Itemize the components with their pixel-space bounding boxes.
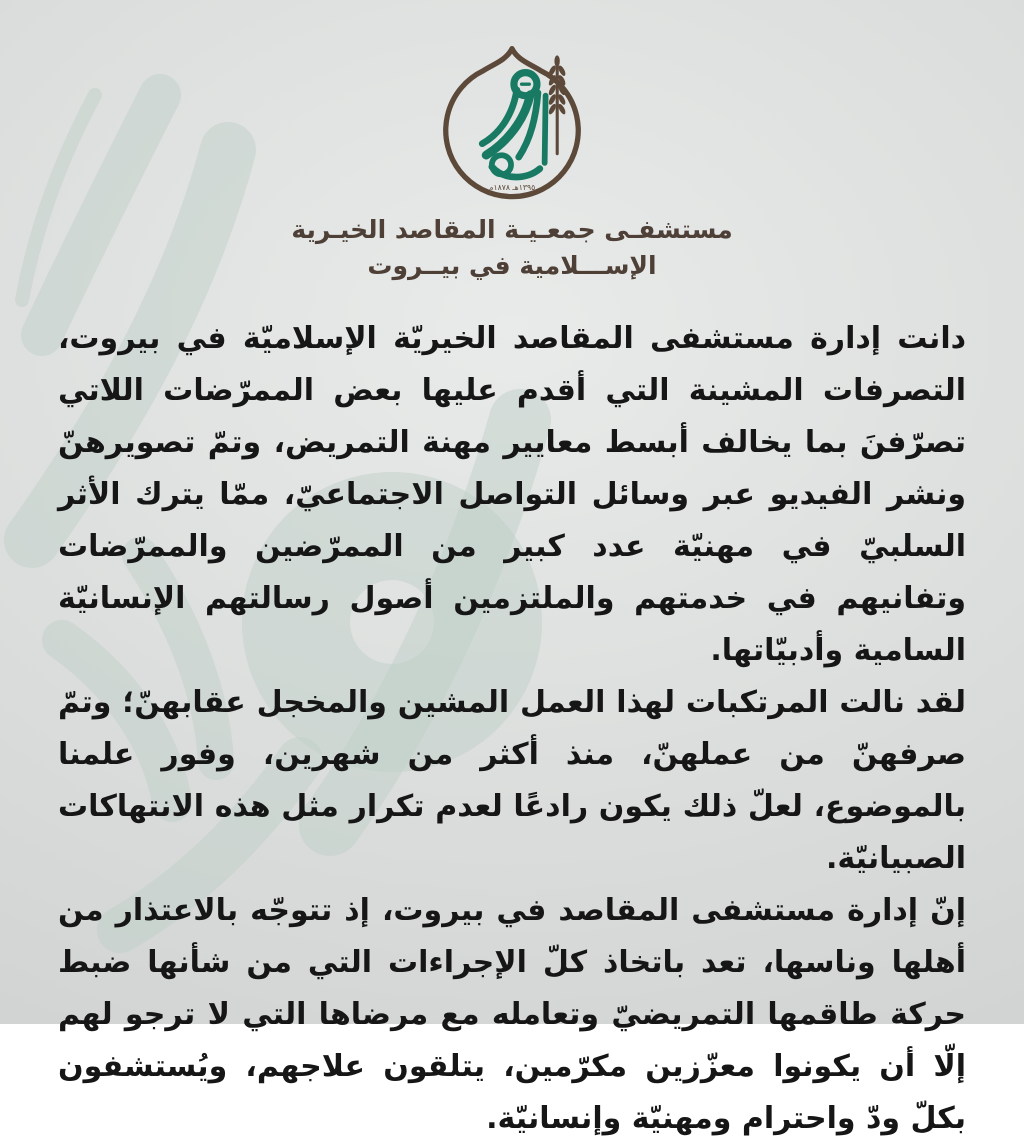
- statement-paragraph-2: لقد نالت المرتكبات لهذا العمل المشين والمخجل عقابهنّ؛ وتمّ صرفهنّ من عملهنّ، منذ أكثر من شهرين، وفور علمنا بالموضوع، لعلّ ذلك يكون رادعًا لعدم تكرار مثل هذه الانتهاكات الصبيانيّة.: [58, 685, 966, 876]
- wheat-stalk-icon: [547, 55, 566, 155]
- org-name-line2: الإســـلامية في بيــروت: [367, 250, 657, 280]
- logo-founding-dates: ١٣٩٥هـ ١٨٧٨م: [488, 182, 536, 192]
- org-name-line1: مستشفـى جمعـيـة المقاصد الخيـرية: [291, 215, 733, 244]
- header: [0, 0, 1024, 283]
- org-name: [0, 212, 1024, 283]
- statement-paragraph-3: إنّ إدارة مستشفى المقاصد في بيروت، إذ تتوجّه بالاعتذار من أهلها وناسها، تعد باتخاذ كلّ الإجراءات التي من شأنها ضبط حركة طاقمها التمريضيّ وتعامله مع مرضاها التي لا ترجو لهم إلّا أن يكونوا معزّزين مكرّمين، يتلقون علاجهم، ويُستشفون بكلّ ودّ واحترام ومهنيّة وإنسانيّة.: [58, 893, 966, 1136]
- statement-body: [58, 313, 966, 1145]
- logo-calligraphy: [482, 73, 545, 177]
- statement-paragraph-1: دانت إدارة مستشفى المقاصد الخيريّة الإسلاميّة في بيروت، التصرفات المشينة التي أقدم عليها بعض الممرّضات اللاتي تصرّفنَ بما يخالف أبسط معايير مهنة التمريض، وتمّ تصويرهنّ ونشر الفيديو عبر وسائل التواصل الاجتماعيّ، ممّا يترك الأثر السلبيّ في مهنيّة عدد كبير من الممرّضين والممرّضات وتفانيهم في خدمتهم والملتزمين أصول رسالتهم الإنسانيّة السامية وأدبيّاتها.: [58, 321, 966, 668]
- org-logo: [428, 40, 596, 208]
